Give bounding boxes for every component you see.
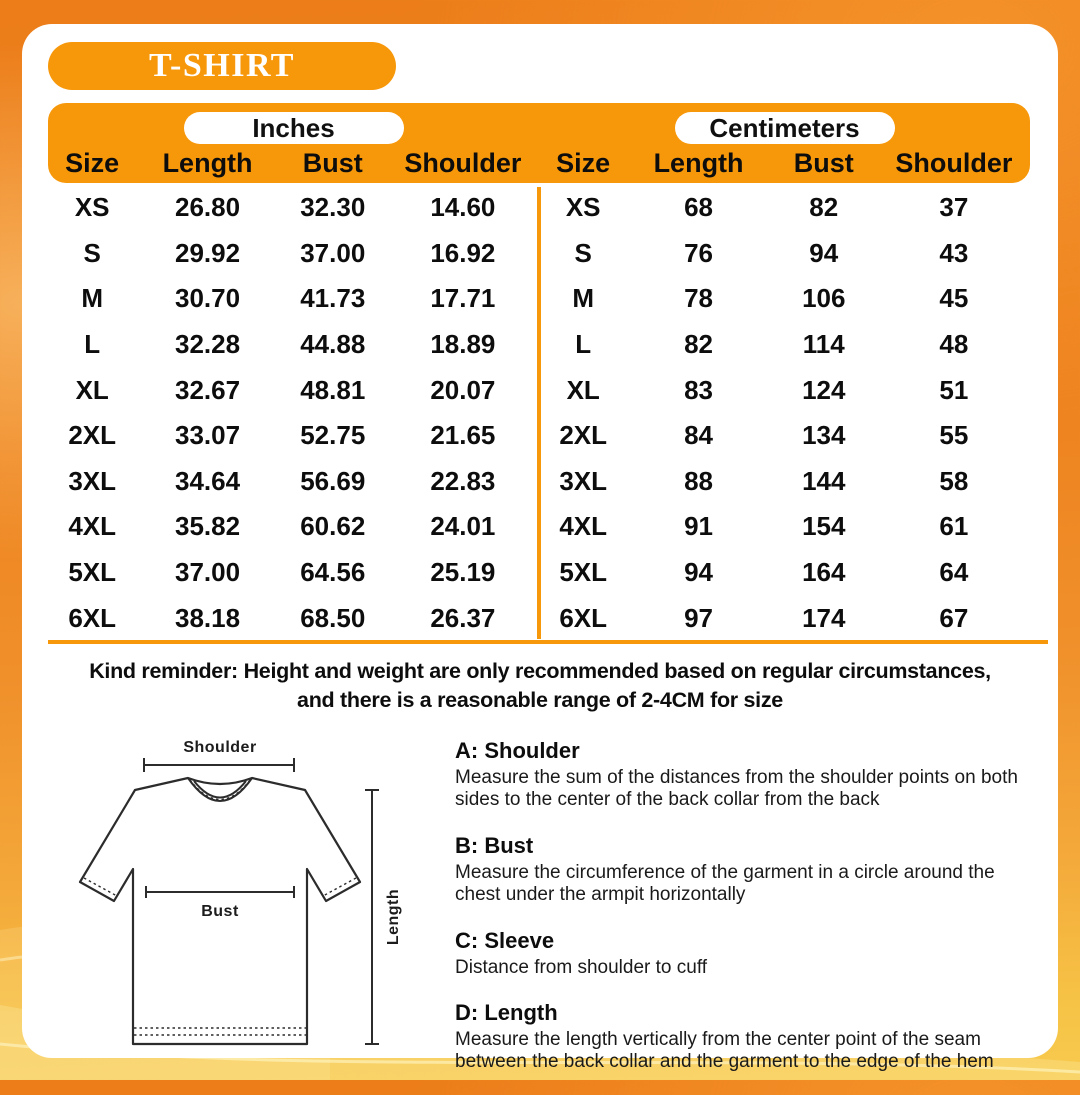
table-cell: 76 xyxy=(684,237,714,268)
table-header-band xyxy=(48,103,1030,183)
page-title: T-SHIRT xyxy=(148,47,295,84)
centimeters-column-headers xyxy=(539,147,1030,183)
table-cell: 32.67 xyxy=(175,374,241,405)
table-row xyxy=(48,231,539,277)
kind-reminder xyxy=(40,657,1040,715)
table-cell: 64.56 xyxy=(300,557,366,588)
table-cell: 51 xyxy=(939,374,969,405)
guide-body: Measure the sum of the distances from the shoulder points on both sides to the center of the back collar from the back xyxy=(455,767,1018,811)
table-cell: 32.30 xyxy=(300,192,366,223)
table-cell: 43 xyxy=(939,237,969,268)
table-cell: 32.28 xyxy=(175,329,241,360)
table-cell: 33.07 xyxy=(175,420,241,451)
table-cell: 26.37 xyxy=(430,602,496,633)
table-cell: S xyxy=(574,237,592,268)
table-cell: 94 xyxy=(684,557,714,588)
table-cell: 4XL xyxy=(68,511,117,542)
table-cell: 2XL xyxy=(559,420,608,451)
table-row xyxy=(48,504,539,550)
table-cell: 14.60 xyxy=(430,192,496,223)
table-cell: 22.83 xyxy=(430,465,496,496)
table-cell: 45 xyxy=(939,283,969,314)
table-cell: 35.82 xyxy=(175,511,241,542)
table-row xyxy=(539,504,1030,550)
table-cell: 30.70 xyxy=(175,283,241,314)
table-row xyxy=(48,550,539,596)
table-row xyxy=(539,185,1030,231)
table-cell: XL xyxy=(75,374,109,405)
table-row xyxy=(539,413,1030,459)
table-cell: 64 xyxy=(939,557,969,588)
table-cell: 29.92 xyxy=(175,237,241,268)
table-cell: 6XL xyxy=(559,602,608,633)
table-cell: 26.80 xyxy=(175,192,241,223)
table-cell: 68.50 xyxy=(300,602,366,633)
column-header-shoulder: Shoulder xyxy=(404,147,522,178)
table-cell: 5XL xyxy=(559,557,608,588)
table-row xyxy=(539,276,1030,322)
table-cell: 37 xyxy=(939,192,969,223)
table-cell: 82 xyxy=(809,192,839,223)
table-cell: XS xyxy=(74,192,110,223)
column-header-size: Size xyxy=(556,147,611,178)
table-cell: 41.73 xyxy=(300,283,366,314)
guide-heading: D: Length xyxy=(455,1000,558,1026)
inches-unit-pill: Inches xyxy=(184,112,404,144)
centimeters-table xyxy=(539,185,1030,641)
guide-heading: A: Shoulder xyxy=(455,738,580,763)
table-cell: 55 xyxy=(939,420,969,451)
guide-item-sleeve xyxy=(455,928,1030,979)
table-cell: 97 xyxy=(684,602,714,633)
guide-body: Measure the circumference of the garment in a circle around the chest under the armpit horizontally xyxy=(455,861,995,906)
table-cell: 106 xyxy=(802,283,846,314)
table-cell: 91 xyxy=(684,511,714,542)
table-cell: 61 xyxy=(939,511,969,542)
table-row xyxy=(48,276,539,322)
measure-guide xyxy=(455,738,1030,1095)
table-row xyxy=(539,367,1030,413)
table-row xyxy=(539,550,1030,596)
shoulder-diagram-label: Shoulder xyxy=(183,739,257,756)
table-cell: 84 xyxy=(684,420,714,451)
guide-body: Distance from shoulder to cuff xyxy=(455,956,708,978)
table-row xyxy=(48,185,539,231)
table-row xyxy=(48,459,539,505)
table-cell: 44.88 xyxy=(300,329,366,360)
guide-heading: C: Sleeve xyxy=(455,927,555,953)
table-row xyxy=(539,595,1030,641)
table-cell: L xyxy=(575,329,592,360)
tshirt-diagram xyxy=(60,732,450,1062)
table-cell: 94 xyxy=(809,237,839,268)
inches-header xyxy=(48,103,539,183)
column-header-length: Length xyxy=(162,147,253,178)
table-cell: 25.19 xyxy=(430,557,496,588)
table-cell: 18.89 xyxy=(430,329,496,360)
table-cell: M xyxy=(572,283,595,314)
table-cell: 37.00 xyxy=(300,237,366,268)
centimeters-unit-row xyxy=(539,103,1030,147)
guide-item-shoulder xyxy=(455,738,1030,812)
column-header-bust: Bust xyxy=(302,147,363,178)
column-header-size: Size xyxy=(65,147,120,178)
guide-body: Measure the length vertically from the center point of the seam between the back collar and the garment to the edge of the hem xyxy=(455,1029,994,1073)
table-cell: 164 xyxy=(802,557,846,588)
table-row xyxy=(539,322,1030,368)
table-cell: 4XL xyxy=(559,511,608,542)
table-cell: 3XL xyxy=(68,465,117,496)
table-cell: 154 xyxy=(802,511,846,542)
guide-heading: B: Bust xyxy=(455,832,534,858)
table-cell: 134 xyxy=(802,420,846,451)
table-cell: 48.81 xyxy=(300,374,366,405)
table-cell: 58 xyxy=(939,465,969,496)
table-cell: 60.62 xyxy=(300,511,366,542)
column-header-bust: Bust xyxy=(793,147,854,178)
table-cell: L xyxy=(84,329,101,360)
length-measure-line xyxy=(365,790,379,1044)
table-cell: 34.64 xyxy=(175,465,241,496)
table-cell: 24.01 xyxy=(430,511,496,542)
table-row xyxy=(48,413,539,459)
reminder-line-1: Kind reminder: Height and weight are only recommended based on regular circumstances, xyxy=(89,659,991,683)
title-pill xyxy=(48,42,396,90)
table-cell: 174 xyxy=(802,602,846,633)
inches-unit-row xyxy=(48,103,539,147)
inches-table xyxy=(48,185,539,641)
size-chart-card xyxy=(22,24,1058,1073)
table-cell: 6XL xyxy=(68,602,117,633)
table-cell: 3XL xyxy=(559,465,608,496)
table-cell: 48 xyxy=(939,329,969,360)
table-row xyxy=(539,459,1030,505)
table-row xyxy=(48,367,539,413)
table-cell: 17.71 xyxy=(430,283,496,314)
reminder-line-2: and there is a reasonable range of 2-4CM for size xyxy=(297,688,783,713)
length-diagram-label: Length xyxy=(385,888,402,946)
horizontal-divider xyxy=(48,640,1048,644)
table-cell: S xyxy=(83,237,101,268)
table-cell: 37.00 xyxy=(175,557,241,588)
centimeters-header xyxy=(539,103,1030,183)
vertical-divider xyxy=(537,187,541,639)
table-row xyxy=(539,231,1030,277)
table-cell: 21.65 xyxy=(430,420,496,451)
table-cell: 124 xyxy=(802,374,846,405)
table-cell: 114 xyxy=(802,329,845,360)
column-header-length: Length xyxy=(653,147,744,178)
centimeters-unit-pill: Centimeters xyxy=(675,112,895,144)
table-cell: 78 xyxy=(684,283,714,314)
table-row xyxy=(48,322,539,368)
table-cell: 88 xyxy=(684,465,714,496)
table-cell: XL xyxy=(566,374,600,405)
table-cell: 82 xyxy=(684,329,714,360)
inches-column-headers xyxy=(48,147,539,183)
table-cell: XS xyxy=(565,192,601,223)
table-cell: 56.69 xyxy=(300,465,366,496)
guide-item-length xyxy=(455,1000,1030,1074)
table-cell: 68 xyxy=(684,192,714,223)
table-cell: 144 xyxy=(802,465,846,496)
table-row xyxy=(48,595,539,641)
table-cell: 16.92 xyxy=(430,237,496,268)
table-cell: M xyxy=(81,283,104,314)
table-cell: 52.75 xyxy=(300,420,366,451)
bust-diagram-label: Bust xyxy=(201,903,239,920)
table-cell: 38.18 xyxy=(175,602,241,633)
table-cell: 2XL xyxy=(68,420,117,451)
table-cell: 5XL xyxy=(68,557,117,588)
table-cell: 20.07 xyxy=(430,374,496,405)
table-cell: 83 xyxy=(684,374,714,405)
table-cell: 67 xyxy=(939,602,969,633)
shoulder-measure-line xyxy=(144,758,294,772)
column-header-shoulder: Shoulder xyxy=(895,147,1013,178)
guide-item-bust xyxy=(455,833,1030,907)
